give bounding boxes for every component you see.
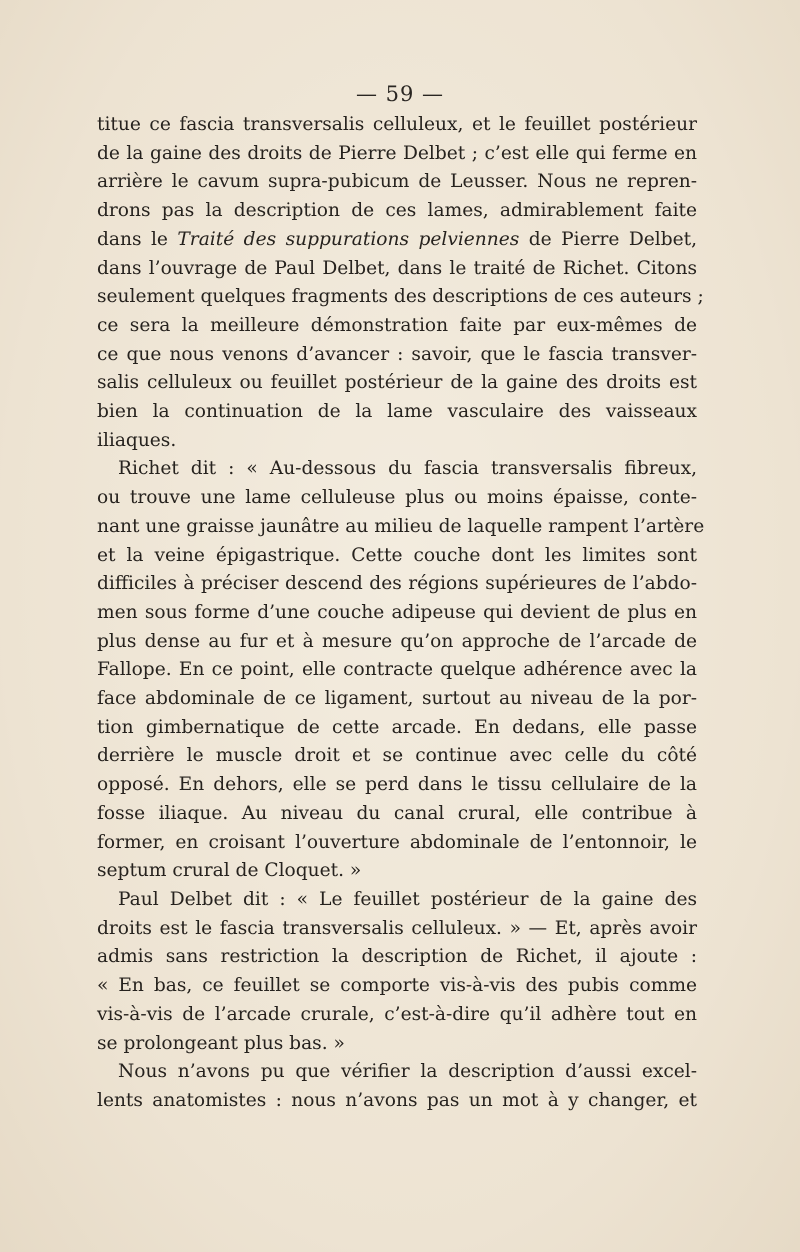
text-line: face abdominale de ce ligament, surtout au niveau de la por- — [97, 688, 697, 710]
text-line: Fallope. En ce point, elle contracte quelque adhérence avec la — [97, 659, 697, 681]
text-line: se prolongeant plus bas. » — [97, 1032, 345, 1054]
text-line — [97, 226, 697, 255]
book-title-italic: Traité des suppurations pelviennes — [177, 228, 520, 250]
text-line: derrière le muscle droit et se continue avec celle du côté — [97, 745, 697, 767]
text-line: admis sans restriction la description de Richet, il ajoute : — [97, 946, 697, 968]
text-line: septum crural de Cloquet. » — [97, 860, 362, 882]
text-line: de la gaine des droits de Pierre Delbet ; c’est elle qui ferme en — [97, 142, 697, 164]
text-line: nant une graisse jaunâtre au milieu de laquelle rampent l’artère — [97, 515, 705, 537]
text-line: Richet dit : « Au-dessous du fascia transversalis fibreux, — [118, 458, 697, 480]
text-line: bien la continuation de la lame vasculaire des vaisseaux — [97, 401, 697, 423]
text-segment: de Pierre Delbet, — [519, 228, 697, 250]
text-line: ce sera la meilleure démonstration faite par eux-mêmes de — [97, 314, 697, 336]
text-line: opposé. En dehors, elle se perd dans le tissu cellulaire de la — [97, 774, 697, 796]
text-line: Nous n’avons pu que vérifier la description d’aussi excel- — [118, 1061, 697, 1083]
text-line: droits est le fascia transversalis celluleux. » — Et, après avoir — [97, 917, 697, 939]
text-line: iliaques. — [97, 429, 177, 451]
text-line: et la veine épigastrique. Cette couche dont les limites sont — [97, 544, 697, 566]
text-line: seulement quelques fragments des descriptions de ces auteurs ; — [97, 286, 704, 308]
text-line: former, en croisant l’ouverture abdominale de l’entonnoir, le — [97, 831, 697, 853]
text-line: difficiles à préciser descend des régions supérieures de l’abdo- — [97, 573, 697, 595]
text-line: plus dense au fur et à mesure qu’on approche de l’arcade de — [97, 630, 697, 652]
text-line: men sous forme d’une couche adipeuse qui devient de plus en — [97, 601, 697, 623]
body-text — [97, 111, 705, 1116]
text-line: Paul Delbet dit : « Le feuillet postérieur de la gaine des — [118, 888, 697, 910]
text-line: dans l’ouvrage de Paul Delbet, dans le traité de Richet. Citons — [97, 257, 697, 279]
text-line: titue ce fascia transversalis celluleux, et le feuillet postérieur — [97, 114, 697, 135]
text-segment: dans le — [97, 228, 178, 250]
text-line: drons pas la description de ces lames, admirablement faite — [97, 200, 697, 222]
text-line: salis celluleux ou feuillet postérieur de la gaine des droits est — [97, 372, 697, 394]
text-line: fosse iliaque. Au niveau du canal crural, elle contribue à — [97, 802, 697, 824]
text-line: ce que nous venons d’avancer : savoir, que le fascia transver- — [97, 343, 697, 365]
text-line: lents anatomistes : nous n’avons pas un mot à y changer, et — [97, 1089, 697, 1111]
page-number: — 59 — — [355, 82, 445, 106]
text-line: « En bas, ce feuillet se comporte vis-à-vis des pubis comme — [97, 975, 697, 997]
text-line: tion gimbernatique de cette arcade. En dedans, elle passe — [97, 716, 697, 738]
text-line: vis-à-vis de l’arcade crurale, c’est-à-dire qu’il adhère tout en — [97, 1003, 697, 1025]
text-line: ou trouve une lame celluleuse plus ou moins épaisse, conte- — [97, 487, 697, 509]
text-line: arrière le cavum supra-pubicum de Leusser. Nous ne repren- — [97, 171, 697, 193]
